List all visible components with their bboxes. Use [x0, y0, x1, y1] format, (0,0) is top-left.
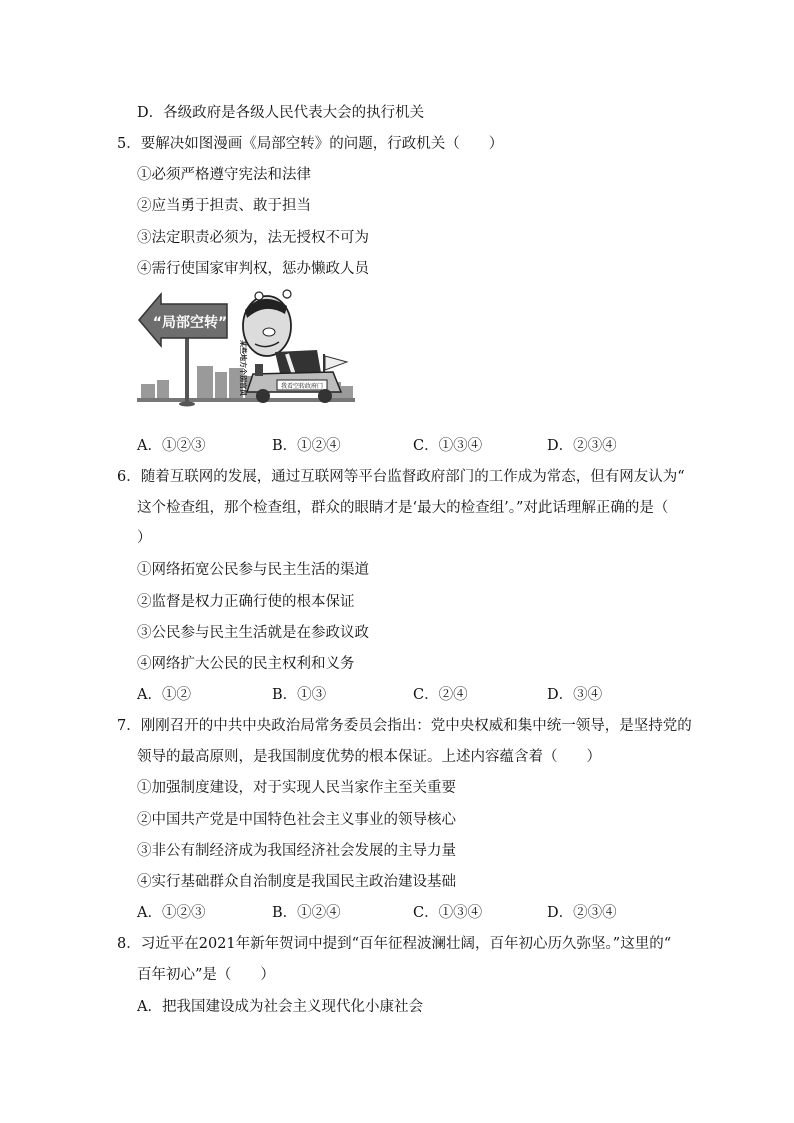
question-8-stem-line2: 百年初心”是（ ）	[137, 967, 275, 983]
q6-statement-3: ③公民参与民主生活就是在参政议政	[137, 625, 369, 641]
question-6-stem-line1: 6．随着互联网的发展，通过互联网等平台监督政府部门的工作成为常态，但有网友认为“	[117, 469, 685, 485]
q6-choice-d[interactable]: D．③④	[547, 687, 603, 703]
q5-choice-b[interactable]: B．①②④	[272, 438, 341, 454]
q4-option-d: D．各级政府是各级人民代表大会的执行机关	[137, 105, 425, 121]
question-5-stem: 5．要解决如图漫画《局部空转》的问题，行政机关（ ）	[117, 136, 504, 152]
sash-label: 某些地方个别官员	[239, 340, 247, 396]
sign-label: “局部空转”	[152, 315, 228, 331]
question-7-stem-line1: 7．刚刚召开的中共中央政治局常务委员会指出：党中央权威和集中统一领导，是坚持党的	[117, 718, 692, 734]
q7-choice-b[interactable]: B．①②④	[272, 905, 341, 921]
q7-choice-d[interactable]: D．②③④	[547, 905, 617, 921]
q5-statement-1: ①必须严格遵守宪法和法律	[137, 167, 311, 183]
q6-statement-1: ①网络拓宽公民参与民主生活的渠道	[137, 562, 369, 578]
q5-statement-3: ③法定职责必须为，法无授权不可为	[137, 230, 369, 246]
q7-statement-1: ①加强制度建设，对于实现人民当家作主至关重要	[137, 780, 456, 796]
q6-choice-c[interactable]: C．②④	[413, 687, 468, 703]
q7-statement-2: ②中国共产党是中国特色社会主义事业的领导核心	[137, 812, 456, 828]
q7-choice-c[interactable]: C．①③④	[413, 905, 483, 921]
q7-choice-a[interactable]: A．①②③	[137, 905, 206, 921]
q7-statement-4: ④实行基础群众自治制度是我国民主政治建设基础	[137, 874, 456, 890]
q6-choice-a[interactable]: A．①②	[137, 687, 191, 703]
q5-choice-c[interactable]: C．①③④	[413, 438, 483, 454]
q5-choice-a[interactable]: A．①②③	[137, 438, 206, 454]
q7-statement-3: ③非公有制经济成为我国经济社会发展的主导力量	[137, 843, 456, 859]
question-7-stem-line2: 领导的最高原则，是我国制度优势的根本保证。上述内容蕴含着（ ）	[137, 749, 601, 765]
car-label: 我看空转政府门	[280, 383, 324, 390]
question-6-stem-line3: ）	[137, 530, 152, 546]
q5-statement-4: ④需行使国家审判权，惩办懒政人员	[137, 261, 369, 277]
q5-choice-d[interactable]: D．②③④	[547, 438, 617, 454]
q8-choice-a[interactable]: A．把我国建设成为社会主义现代化小康社会	[137, 999, 423, 1015]
question-8-stem-line1: 8．习近平在2021年新年贺词中提到“百年征程波澜壮阔，百年初心历久弥坚。”这里的“	[117, 936, 672, 952]
question-6-stem-line2: 这个检查组，那个检查组，群众的眼睛才是‘最大的检查组’。”对此话理解正确的是（	[137, 500, 669, 516]
q6-statement-2: ②监督是权力正确行使的根本保证	[137, 594, 355, 610]
q6-statement-4: ④网络扩大公民的民主权利和义务	[137, 656, 355, 672]
cartoon-illustration	[137, 288, 355, 416]
q5-statement-2: ②应当勇于担责、敢于担当	[137, 198, 311, 214]
q6-choice-b[interactable]: B．①③	[272, 687, 327, 703]
